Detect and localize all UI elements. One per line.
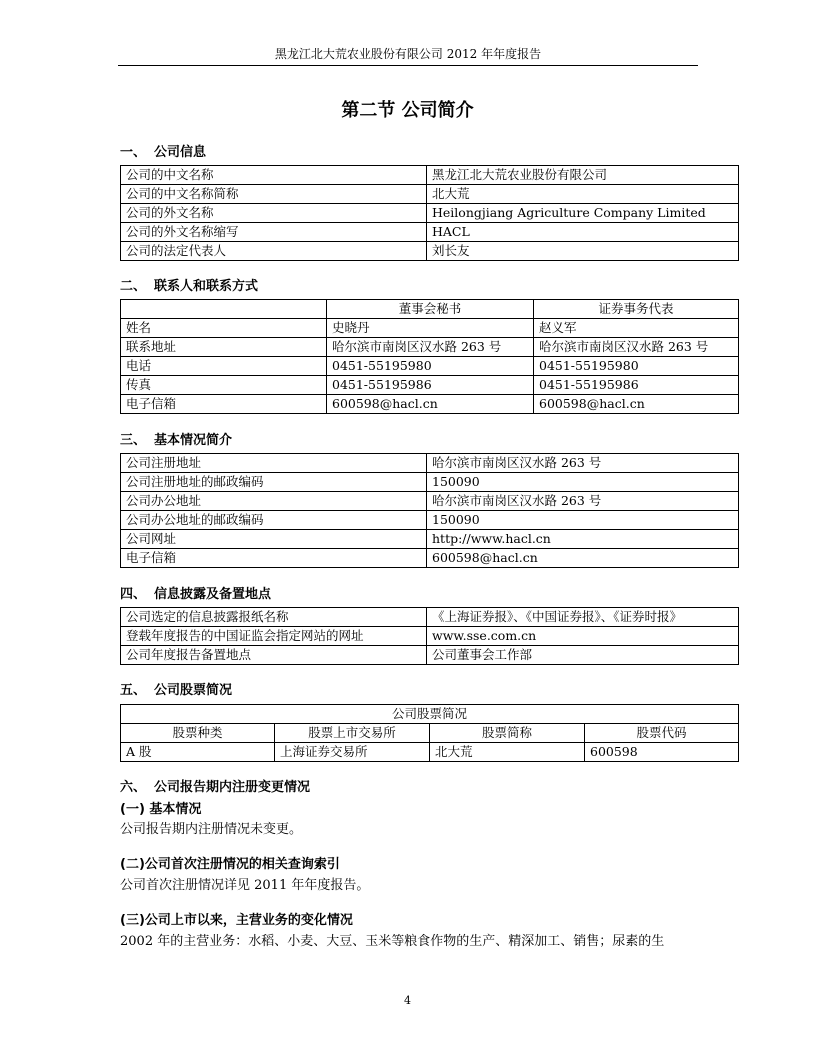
table-row: [121, 530, 739, 549]
table-row: [121, 492, 739, 511]
section-number: 二、: [120, 279, 147, 294]
empty-header-cell: [121, 300, 327, 319]
row-value: 150090: [427, 473, 739, 492]
table-row: [121, 338, 739, 357]
header-stock-code: 股票代码: [585, 724, 739, 743]
table-row: [121, 204, 739, 223]
secretary-value: 0451-55195986: [327, 376, 534, 395]
basic-info-table: [120, 453, 739, 568]
subsection-main-business-text: 2002 年的主营业务：水稻、小麦、大豆、玉米等粮食作物的生产、精深加工、销售；尿素的生: [120, 934, 665, 949]
secretary-value: 0451-55195980: [327, 357, 534, 376]
subsection-first-registration-text: 公司首次注册情况详见 2011 年年度报告。: [120, 878, 370, 893]
row-label: 电子信箱: [121, 395, 327, 414]
table-row: [121, 242, 739, 261]
rep-value: 0451-55195986: [534, 376, 739, 395]
rep-value: 哈尔滨市南岗区汉水路 263 号: [534, 338, 739, 357]
subsection-main-business-title: (三)公司上市以来，主营业务的变化情况: [120, 913, 353, 928]
stock-type-value: A 股: [121, 743, 275, 762]
table-row: [121, 511, 739, 530]
table-header-row: [121, 300, 739, 319]
row-label: 公司的法定代表人: [121, 242, 427, 261]
secretary-value: 史晓丹: [327, 319, 534, 338]
section-title: 信息披露及备置地点: [154, 587, 272, 602]
section-number: 三、: [120, 433, 147, 448]
section-heading-basic-info: [120, 433, 232, 449]
row-value: 哈尔滨市南岗区汉水路 263 号: [427, 454, 739, 473]
rep-value: 600598@hacl.cn: [534, 395, 739, 414]
table-row: [121, 185, 739, 204]
section-title: 公司股票简况: [154, 683, 233, 698]
header-exchange: 股票上市交易所: [275, 724, 430, 743]
row-value: 北大荒: [427, 185, 739, 204]
row-label: 公司办公地址: [121, 492, 427, 511]
row-label: 姓名: [121, 319, 327, 338]
row-value: 《上海证券报》、《中国证券报》、《证券时报》: [427, 608, 739, 627]
company-info-table: [120, 165, 739, 261]
row-value: http://www.hacl.cn: [427, 530, 739, 549]
section-heading-disclosure: [120, 587, 271, 603]
subsection-basic-text: 公司报告期内注册情况未变更。: [120, 822, 303, 837]
row-label: 公司办公地址的邮政编码: [121, 511, 427, 530]
row-value: 150090: [427, 511, 739, 530]
row-label: 公司注册地址: [121, 454, 427, 473]
header-securities-rep: 证券事务代表: [534, 300, 739, 319]
row-value: 黑龙江北大荒农业股份有限公司: [427, 166, 739, 185]
row-label: 电话: [121, 357, 327, 376]
row-label: 公司网址: [121, 530, 427, 549]
row-value: 600598@hacl.cn: [427, 549, 739, 568]
header-stock-type: 股票种类: [121, 724, 275, 743]
row-label: 公司注册地址的邮政编码: [121, 473, 427, 492]
section-number: 一、: [120, 145, 147, 160]
row-label: 电子信箱: [121, 549, 427, 568]
header-secretary: 董事会秘书: [327, 300, 534, 319]
secretary-value: 哈尔滨市南岗区汉水路 263 号: [327, 338, 534, 357]
header-short-name: 股票简称: [430, 724, 585, 743]
table-header-row: [121, 724, 739, 743]
row-label: 公司的外文名称缩写: [121, 223, 427, 242]
subsection-basic-title: (一) 基本情况: [120, 802, 202, 817]
row-label: 联系地址: [121, 338, 327, 357]
short-name-value: 北大荒: [430, 743, 585, 762]
row-value: 哈尔滨市南岗区汉水路 263 号: [427, 492, 739, 511]
page-header: 黑龙江北大荒农业股份有限公司 2012 年年度报告: [118, 46, 698, 66]
table-row: [121, 608, 739, 627]
section-title: 公司报告期内注册变更情况: [154, 780, 311, 795]
row-label: 公司的中文名称简称: [121, 185, 427, 204]
contacts-table: [120, 299, 739, 414]
exchange-value: 上海证券交易所: [275, 743, 430, 762]
table-row: [121, 627, 739, 646]
row-label: 公司年度报告备置地点: [121, 646, 427, 665]
subsection-first-registration-title: (二)公司首次注册情况的相关查询索引: [120, 857, 340, 872]
section-heading-company-info: [120, 145, 206, 161]
table-row: [121, 319, 739, 338]
table-row: [121, 357, 739, 376]
row-value: Heilongjiang Agriculture Company Limited: [427, 204, 739, 223]
row-label: 传真: [121, 376, 327, 395]
table-row: [121, 376, 739, 395]
row-value: 刘长友: [427, 242, 739, 261]
table-row: [121, 549, 739, 568]
table-row: [121, 166, 739, 185]
table-row: [121, 454, 739, 473]
row-label: 登载年度报告的中国证监会指定网站的网址: [121, 627, 427, 646]
section-heading-contacts: [120, 279, 258, 295]
rep-value: 0451-55195980: [534, 357, 739, 376]
stock-code-value: 600598: [585, 743, 739, 762]
row-value: 公司董事会工作部: [427, 646, 739, 665]
disclosure-table: [120, 607, 739, 665]
page-number: 4: [404, 994, 411, 1007]
stock-table-caption: 公司股票简况: [121, 705, 739, 724]
table-caption-row: [121, 705, 739, 724]
section-heading-stock: [120, 683, 232, 699]
section-number: 六、: [120, 780, 147, 795]
secretary-value: 600598@hacl.cn: [327, 395, 534, 414]
section-title: 公司信息: [154, 145, 207, 160]
page-title: 第二节 公司简介: [341, 100, 474, 121]
row-label: 公司的中文名称: [121, 166, 427, 185]
section-heading-registration-changes: [120, 780, 310, 796]
table-row: [121, 646, 739, 665]
table-row: [121, 743, 739, 762]
stock-table: [120, 704, 739, 762]
section-number: 五、: [120, 683, 147, 698]
row-label: 公司选定的信息披露报纸名称: [121, 608, 427, 627]
table-row: [121, 223, 739, 242]
row-value: HACL: [427, 223, 739, 242]
row-label: 公司的外文名称: [121, 204, 427, 223]
row-value: www.sse.com.cn: [427, 627, 739, 646]
table-row: [121, 395, 739, 414]
table-row: [121, 473, 739, 492]
rep-value: 赵义军: [534, 319, 739, 338]
section-title: 基本情况简介: [154, 433, 233, 448]
section-title: 联系人和联系方式: [154, 279, 259, 294]
section-number: 四、: [120, 587, 147, 602]
